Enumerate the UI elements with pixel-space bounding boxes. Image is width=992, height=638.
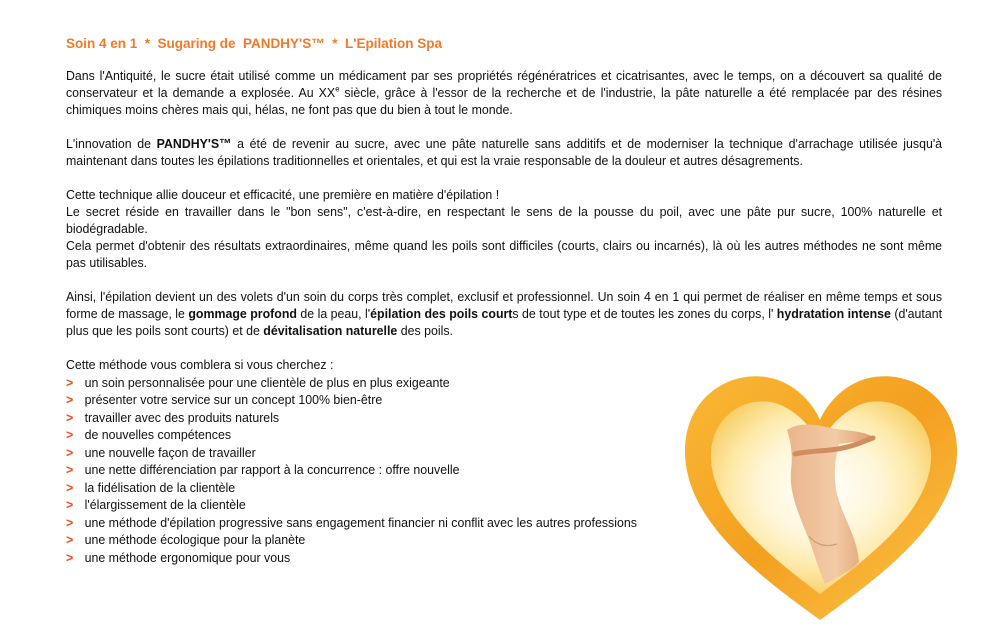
list-item-text: une méthode écologique pour la planète [84, 532, 306, 547]
paragraph-text: siècle, grâce à l'essor de la recherche et de l'industrie, la pâte naturelle a été remplacée par des résines chimiques moins chères mais qui, hélas, ne font pas que du bien à tout le monde. [66, 85, 943, 117]
heart-illustration [675, 358, 965, 628]
bullet-arrow-icon: > [66, 479, 74, 495]
list-item-text: travailler avec des produits naturels [84, 409, 280, 425]
bullet-arrow-icon: > [66, 444, 74, 460]
bold-term: dévitalisation naturelle [263, 323, 398, 338]
paragraph-history [66, 67, 942, 118]
list-item-text: l'élargissement de la clientèle [84, 497, 246, 512]
paragraph-technique [66, 186, 942, 271]
paragraph-text: de la peau, l' [296, 306, 371, 321]
paragraph-text: Ainsi, l'épilation devient un des volets d'un soin du corps très complet, exclusif et professionnel. Un soin 4 en 1 qui permet de réaliser en même temps et sous forme de massage, le [66, 289, 943, 321]
paragraph-text: L'innovation de [66, 136, 157, 151]
list-item-text: une méthode ergonomique pour vous [84, 549, 291, 565]
paragraph-text: (d'autant plus que les poils sont courts) et de [66, 306, 943, 338]
bullet-arrow-icon: > [66, 462, 74, 477]
list-item-text: une méthode d'épilation progressive sans engagement financier ni conflit avec les autres professions [84, 514, 637, 530]
bold-term: gommage profond [188, 306, 297, 321]
paragraph-text: s de tout type et de toutes les zones du corps, l' [512, 306, 777, 321]
bullet-arrow-icon: > [66, 392, 74, 407]
superscript: e [335, 84, 340, 94]
bullet-arrow-icon: > [66, 497, 74, 512]
bullet-arrow-icon: > [66, 549, 74, 565]
paragraph-text: Dans l'Antiquité, le sucre était utilisé comme un médicament par ses propriétés régénératrices et cicatrisantes, avec le temps, on a découvert sa qualité de conservateur et la demande a explosée. Au XX [66, 68, 943, 100]
list-item-text: de nouvelles compétences [84, 427, 232, 442]
paragraph-text: a été de revenir au sucre, avec une pâte naturelle sans additifs et de moderniser la technique d'arrachage utilisée jusqu'à maintenant dans toutes les épilations traditionnelles et orientales, et qui est la vraie responsable de la douleur et autres désagrements. [66, 136, 943, 168]
paragraph-text: des poils. [397, 323, 453, 338]
list-item-text: présenter votre service sur un concept 100% bien-être [84, 392, 383, 407]
list-intro: Cette méthode vous comblera si vous cherchez : [66, 357, 334, 372]
paragraph-innovation [66, 135, 942, 169]
bold-term: hydratation intense [776, 306, 891, 321]
bullet-arrow-icon: > [66, 427, 74, 442]
page-title: Soin 4 en 1 * Sugaring de PANDHY'S™ * L'Epilation Spa [66, 36, 442, 51]
paragraph-care [66, 288, 942, 339]
list-item-text: une nette différenciation par rapport à la concurrence : offre nouvelle [84, 462, 460, 477]
list-item-text: la fidélisation de la clientèle [84, 479, 236, 495]
brand-name: PANDHY'S™ [156, 136, 232, 151]
bullet-arrow-icon: > [66, 514, 74, 530]
list-item-text: une nouvelle façon de travailler [84, 444, 256, 460]
paragraph-line: Cette technique allie douceur et efficacité, une première en matière d'épilation ! [66, 187, 500, 202]
bullet-arrow-icon: > [66, 532, 74, 547]
paragraph-line: Le secret réside en travailler dans le "bon sens", c'est-à-dire, en respectant le sens de la pousse du poil, avec une pâte pur sucre, 100% naturelle et biodégradable. [66, 204, 943, 236]
paragraph-line: Cela permet d'obtenir des résultats extraordinaires, même quand les poils sont difficiles (courts, clairs ou incarnés), là où les autres méthodes ne sont même pas utilisables. [66, 238, 943, 270]
bullet-arrow-icon: > [66, 374, 74, 390]
list-item-text: un soin personnalisée pour une clientèle de plus en plus exigeante [84, 374, 450, 390]
bullet-arrow-icon: > [66, 409, 74, 425]
bold-term: épilation des poils court [370, 306, 513, 321]
